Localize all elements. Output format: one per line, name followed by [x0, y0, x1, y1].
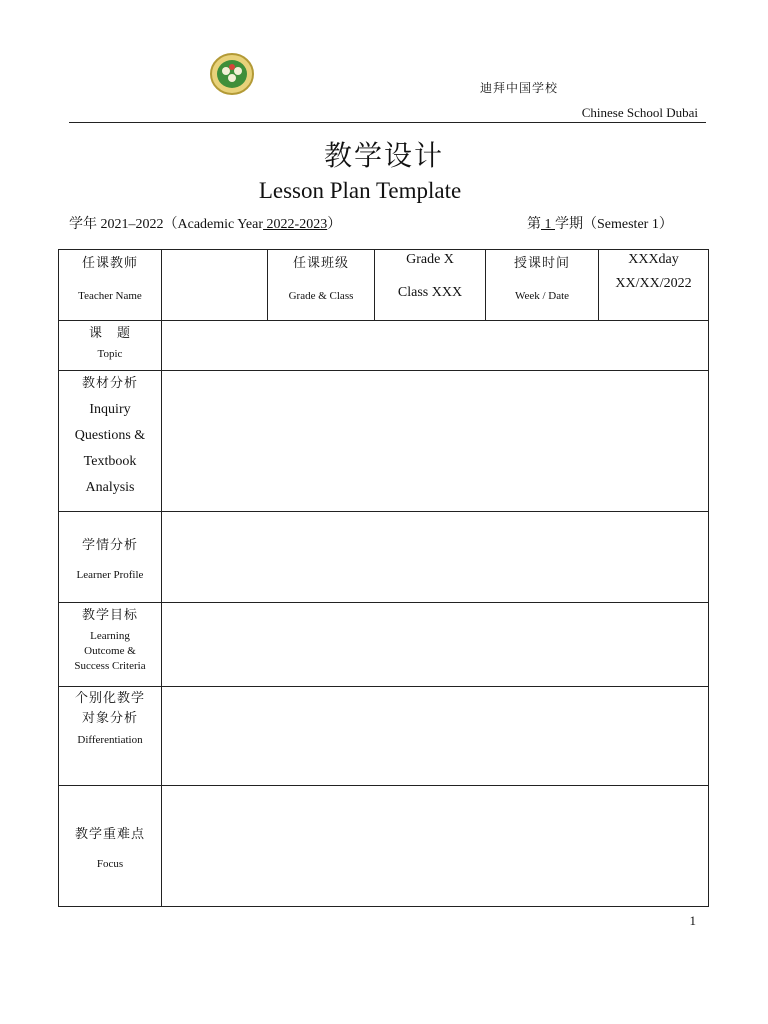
- textbook-analysis-field[interactable]: [162, 371, 709, 512]
- time-label-cell: [486, 250, 599, 321]
- outcome-label-cn: 教学目标: [81, 607, 138, 622]
- focus-field[interactable]: [162, 786, 709, 907]
- page-title-en: Lesson Plan Template: [258, 178, 462, 203]
- grade-value: Grade X: [406, 252, 454, 267]
- table-row: [59, 371, 709, 512]
- textbook-label-en-2: Questions &: [74, 428, 146, 443]
- differentiation-label-cell: [59, 687, 162, 786]
- outcome-label-en-3: Success Criteria: [74, 660, 146, 672]
- table-row: [59, 786, 709, 907]
- differentiation-label-en: Differentiation: [77, 734, 143, 746]
- academic-year-line: [69, 213, 341, 233]
- differentiation-label-cn-1: 个别化教学: [74, 690, 145, 705]
- class-label-en: Grade & Class: [288, 290, 354, 302]
- academic-year-value: 2022-2023: [263, 217, 328, 232]
- semester-number: 1: [541, 217, 555, 232]
- teacher-name-field[interactable]: [162, 250, 268, 321]
- semester-line: [527, 213, 673, 233]
- date-value: XX/XX/2022: [615, 276, 692, 291]
- semester-suffix: 学期（Semester 1）: [555, 217, 673, 232]
- academic-year-suffix: ）: [327, 217, 342, 232]
- teacher-label-en: Teacher Name: [78, 290, 142, 302]
- time-label-cn: 授课时间: [513, 255, 570, 270]
- focus-label-cell: [59, 786, 162, 907]
- topic-field[interactable]: [162, 321, 709, 371]
- table-row: [59, 321, 709, 371]
- lesson-plan-table: [58, 249, 709, 907]
- table-row: [59, 250, 709, 321]
- teacher-label-cn: 任课教师: [81, 255, 138, 270]
- topic-label-cn: 课 题: [88, 325, 131, 340]
- learning-outcome-field[interactable]: [162, 603, 709, 687]
- learner-label-cn: 学情分析: [81, 536, 138, 552]
- topic-label-en: Topic: [97, 348, 123, 360]
- outcome-label-en-2: Outcome &: [84, 645, 136, 657]
- teacher-label-cell: [59, 250, 162, 321]
- header-divider: [69, 122, 706, 123]
- school-logo: [209, 52, 255, 96]
- class-value: Class XXX: [397, 285, 463, 300]
- learner-label-en: Learner Profile: [76, 568, 144, 581]
- differentiation-field[interactable]: [162, 687, 709, 786]
- time-label-en: Week / Date: [514, 290, 570, 302]
- school-name-cn: 迪拜中国学校: [480, 81, 559, 95]
- textbook-label-cn: 教材分析: [81, 375, 138, 390]
- textbook-label-en-1: Inquiry: [89, 402, 131, 417]
- semester-prefix: 第: [527, 217, 541, 232]
- textbook-label-cell: [59, 371, 162, 512]
- academic-year-prefix: 学年 2021–2022（Academic Year: [69, 217, 264, 232]
- date-value-cell[interactable]: [599, 250, 709, 321]
- outcome-label-cell: [59, 603, 162, 687]
- class-label-cn: 任课班级: [292, 255, 349, 270]
- outcome-label-en-1: Learning: [90, 630, 130, 642]
- textbook-label-en-4: Analysis: [85, 480, 135, 495]
- day-value: XXXday: [628, 252, 679, 267]
- grade-class-value-cell[interactable]: [375, 250, 486, 321]
- learner-label-cell: [59, 512, 162, 603]
- learner-profile-field[interactable]: [162, 512, 709, 603]
- class-label-cell: [268, 250, 375, 321]
- focus-label-en: Focus: [96, 857, 124, 870]
- table-row: [59, 512, 709, 603]
- textbook-label-en-3: Textbook: [83, 454, 137, 469]
- page-title-cn: 教学设计: [323, 141, 444, 172]
- page-number: 1: [689, 913, 696, 928]
- topic-label-cell: [59, 321, 162, 371]
- table-row: [59, 603, 709, 687]
- school-name-en: Chinese School Dubai: [581, 105, 698, 120]
- table-row: [59, 687, 709, 786]
- focus-label-cn: 教学重难点: [74, 825, 145, 841]
- differentiation-label-cn-2: 对象分析: [81, 710, 138, 725]
